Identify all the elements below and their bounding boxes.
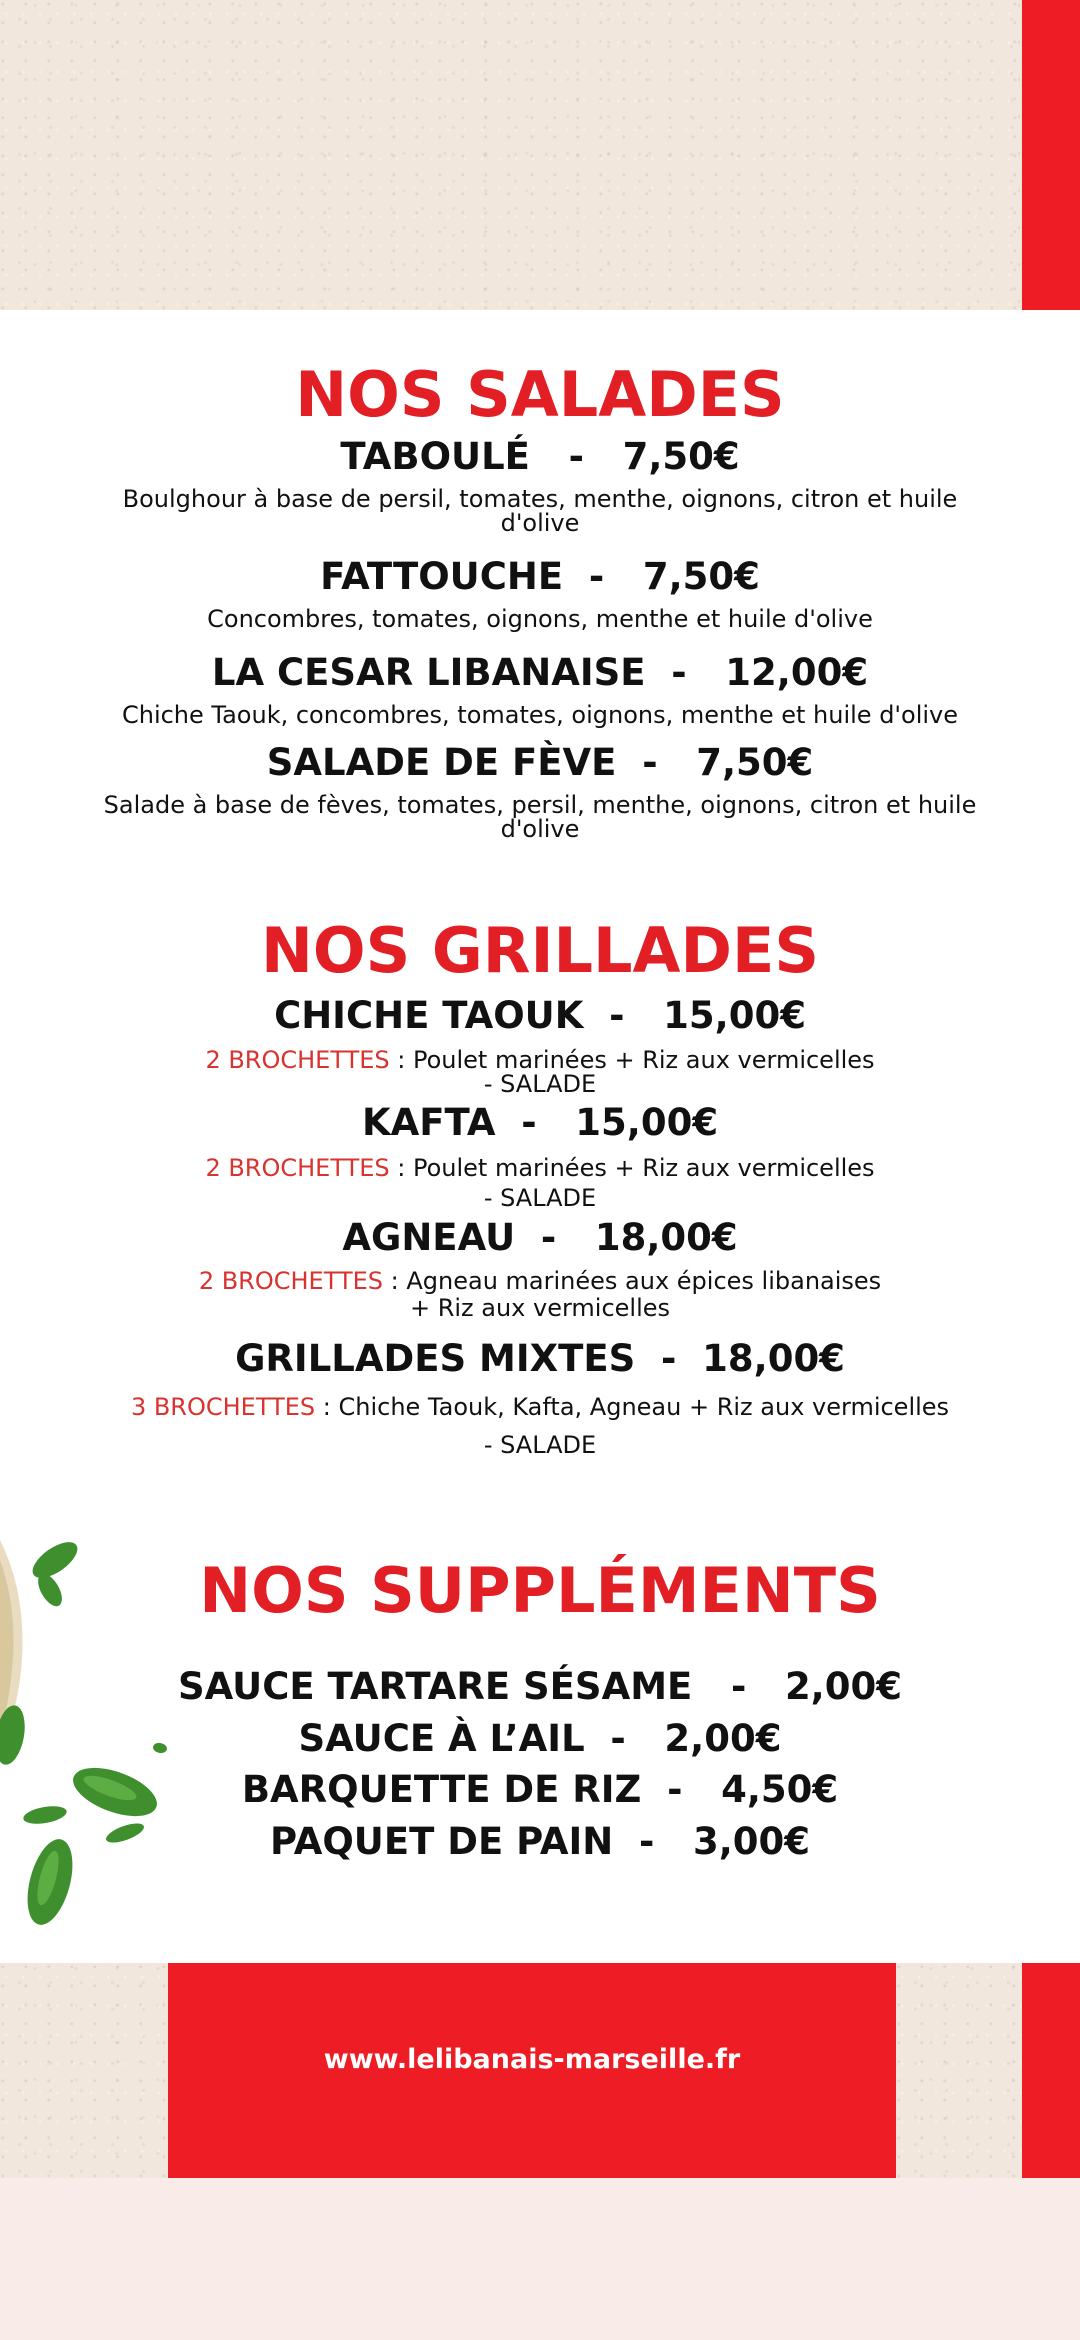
menu-item-description <box>40 703 1040 727</box>
desc-line: - SALADE <box>483 1184 597 1212</box>
supplement-item: SAUCE TARTARE SÉSAME - 2,00€ <box>178 1665 902 1708</box>
menu-item-description <box>60 607 1020 631</box>
basil-leaf <box>27 1535 83 1584</box>
menu-item-description <box>60 487 1020 535</box>
brochettes-tag: 2 BROCHETTES <box>198 1267 384 1295</box>
desc-line: : Poulet marinées + Riz aux vermicelles <box>389 1046 875 1074</box>
desc-line: d'olive <box>500 815 580 843</box>
supplement-item: PAQUET DE PAIN - 3,00€ <box>269 1820 810 1863</box>
section-title-supplements: NOS SUPPLÉMENTS <box>199 1554 881 1627</box>
desc-line: : Agneau marinées aux épices libanaises <box>383 1267 882 1295</box>
section-title-salades: NOS SALADES <box>295 358 785 431</box>
footer-paper-right <box>896 1963 1022 2178</box>
supplement-item: SAUCE À L’AIL - 2,00€ <box>298 1717 782 1760</box>
desc-line: : Poulet marinées + Riz aux vermicelles <box>389 1154 875 1182</box>
menu-item-description <box>40 793 1040 841</box>
menu-item-description <box>60 1268 1020 1322</box>
brochettes-tag: 2 BROCHETTES <box>205 1154 390 1182</box>
menu-item-title: LA CESAR LIBANAISE - 12,00€ <box>211 651 869 694</box>
basil-leaf <box>104 1820 146 1847</box>
desc-line: Chiche Taouk, concombres, tomates, oignons, menthe et huile d'olive <box>121 701 959 729</box>
basil-leaf <box>22 1803 68 1826</box>
menu-item-title: KAFTA - 15,00€ <box>361 1101 719 1144</box>
basil-leaf <box>0 1703 29 1767</box>
menu-item-description <box>60 1153 1020 1213</box>
header-red-stripe <box>1022 0 1080 310</box>
section-title-grillades: NOS GRILLADES <box>261 914 819 987</box>
menu-item-title: TABOULÉ - 7,50€ <box>340 435 740 478</box>
header-paper-band <box>0 0 1022 310</box>
menu-item-title: FATTOUCHE - 7,50€ <box>320 555 760 598</box>
desc-line: Concombres, tomates, oignons, menthe et huile d'olive <box>207 605 873 633</box>
desc-line: Salade à base de fèves, tomates, persil, menthe, oignons, citron et huile <box>103 791 977 819</box>
desc-line: - SALADE <box>483 1431 597 1459</box>
desc-line: d'olive <box>500 509 580 537</box>
menu-item-description <box>40 1388 1040 1464</box>
basil-leaves-icon <box>0 1520 200 1960</box>
menu-item-description <box>60 1048 1020 1096</box>
desc-line: - SALADE <box>483 1070 597 1098</box>
footer-paper-left <box>0 1963 168 2178</box>
desc-line: + Riz aux vermicelles <box>409 1294 671 1322</box>
website-link[interactable]: www.lelibanais-marseille.fr <box>323 2044 741 2075</box>
supplement-item: BARQUETTE DE RIZ - 4,50€ <box>241 1768 839 1811</box>
menu-item-title: AGNEAU - 18,00€ <box>342 1216 738 1259</box>
footer-red-stripe <box>1022 1963 1080 2178</box>
brochettes-tag: 3 BROCHETTES <box>130 1393 316 1421</box>
desc-line: : Chiche Taouk, Kafta, Agneau + Riz aux vermicelles <box>315 1393 950 1421</box>
basil-leaf <box>152 1742 168 1754</box>
menu-item-title: CHICHE TAOUK - 15,00€ <box>274 994 806 1037</box>
menu-item-title: SALADE DE FÈVE - 7,50€ <box>266 741 814 784</box>
menu-item-title: GRILLADES MIXTES - 18,00€ <box>235 1337 845 1380</box>
brochettes-tag: 2 BROCHETTES <box>205 1046 390 1074</box>
desc-line: Boulghour à base de persil, tomates, menthe, oignons, citron et huile <box>122 485 958 513</box>
